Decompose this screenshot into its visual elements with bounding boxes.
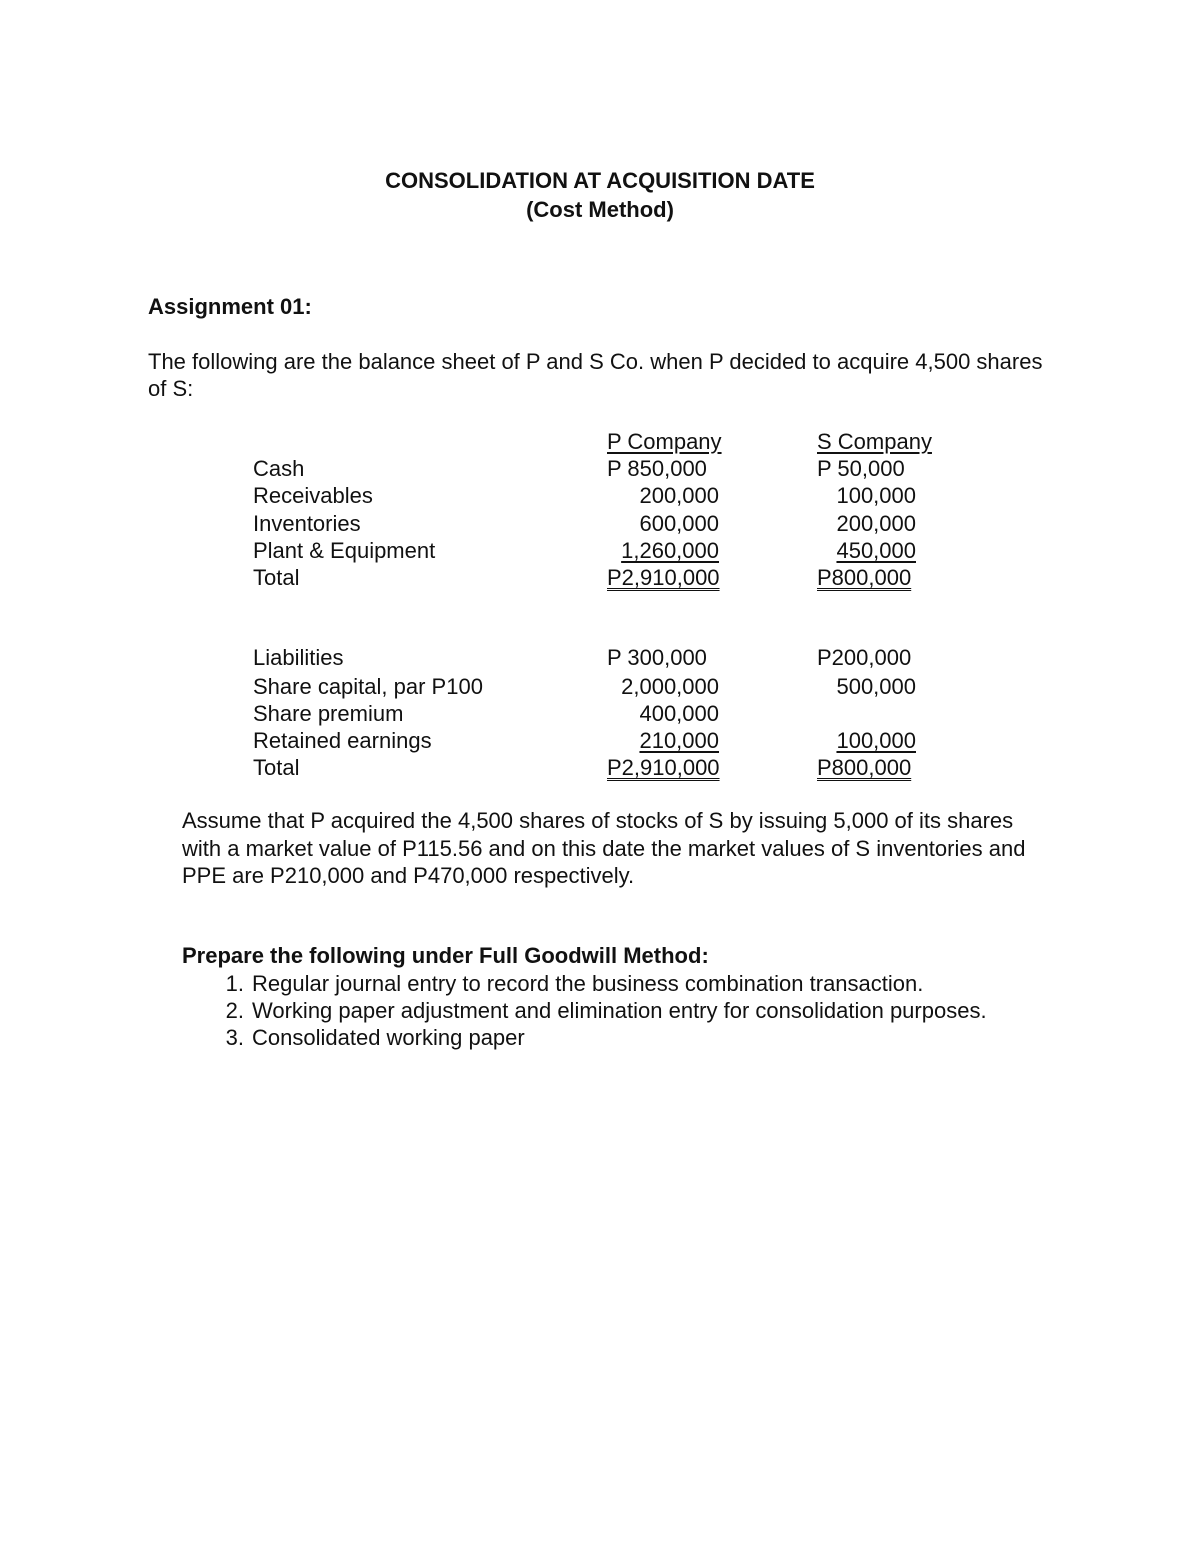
s-value: P200,000 xyxy=(817,645,912,670)
s-value xyxy=(810,538,916,564)
s-value-text: 450,000 xyxy=(836,538,916,563)
row-label-total: Total xyxy=(253,565,300,590)
row-label: Share premium xyxy=(253,701,404,726)
p-value: 2,000,000 xyxy=(621,674,719,699)
list-number: 2. xyxy=(225,998,244,1023)
p-total: P2,910,000 xyxy=(607,565,720,590)
row-label: Plant & Equipment xyxy=(253,538,436,563)
list-item xyxy=(210,1024,987,1051)
list-number: 1. xyxy=(225,971,244,996)
column-header-p-company: P Company xyxy=(607,429,722,454)
page-subtitle: (Cost Method) xyxy=(526,197,674,222)
row-label: Retained earnings xyxy=(253,728,432,753)
p-total: P2,910,000 xyxy=(607,755,720,780)
assignment-heading: Assignment 01: xyxy=(148,294,312,319)
s-value: 200,000 xyxy=(836,511,916,536)
p-value: 400,000 xyxy=(639,701,719,726)
p-value: 200,000 xyxy=(639,483,719,508)
list-item xyxy=(210,997,987,1024)
s-value-text: 100,000 xyxy=(836,728,916,753)
requirements-list xyxy=(210,970,987,1051)
row-label: Liabilities xyxy=(253,645,344,670)
row-label-total: Total xyxy=(253,755,300,780)
p-value: 600,000 xyxy=(639,511,719,536)
page-title: CONSOLIDATION AT ACQUISITION DATE xyxy=(385,168,815,193)
assumption-line-2: with a market value of P115.56 and on this date the market values of S inventories and xyxy=(182,836,1026,861)
column-header-s-company: S Company xyxy=(817,429,932,454)
row-label: Cash xyxy=(253,456,305,481)
s-value: 100,000 xyxy=(836,483,916,508)
p-value xyxy=(597,538,719,564)
list-text: Regular journal entry to record the business combination transaction. xyxy=(252,971,924,996)
list-item xyxy=(210,970,987,997)
row-label: Inventories xyxy=(253,511,361,536)
requirements-heading: Prepare the following under Full Goodwill Method: xyxy=(182,943,709,968)
list-text: Working paper adjustment and elimination entry for consolidation purposes. xyxy=(252,998,987,1023)
row-label: Receivables xyxy=(253,483,373,508)
p-value-text: 210,000 xyxy=(639,728,719,753)
s-value xyxy=(810,728,916,754)
row-label: Share capital, par P100 xyxy=(253,674,483,699)
s-total: P800,000 xyxy=(817,755,912,780)
s-value: P 50,000 xyxy=(817,456,905,481)
p-value: P 300,000 xyxy=(607,645,707,670)
s-total: P800,000 xyxy=(817,565,912,590)
assumption-line-3: PPE are P210,000 and P470,000 respectively. xyxy=(182,863,635,888)
p-value: P 850,000 xyxy=(607,456,707,481)
p-value-text: 1,260,000 xyxy=(621,538,719,563)
intro-line-2: of S: xyxy=(148,376,194,401)
intro-line-1: The following are the balance sheet of P and S Co. when P decided to acquire 4,500 shares xyxy=(148,349,1043,374)
list-number: 3. xyxy=(225,1025,244,1050)
list-text: Consolidated working paper xyxy=(252,1025,525,1050)
assumption-line-1: Assume that P acquired the 4,500 shares of stocks of S by issuing 5,000 of its shares xyxy=(182,808,1014,833)
p-value xyxy=(597,728,719,754)
s-value: 500,000 xyxy=(836,674,916,699)
